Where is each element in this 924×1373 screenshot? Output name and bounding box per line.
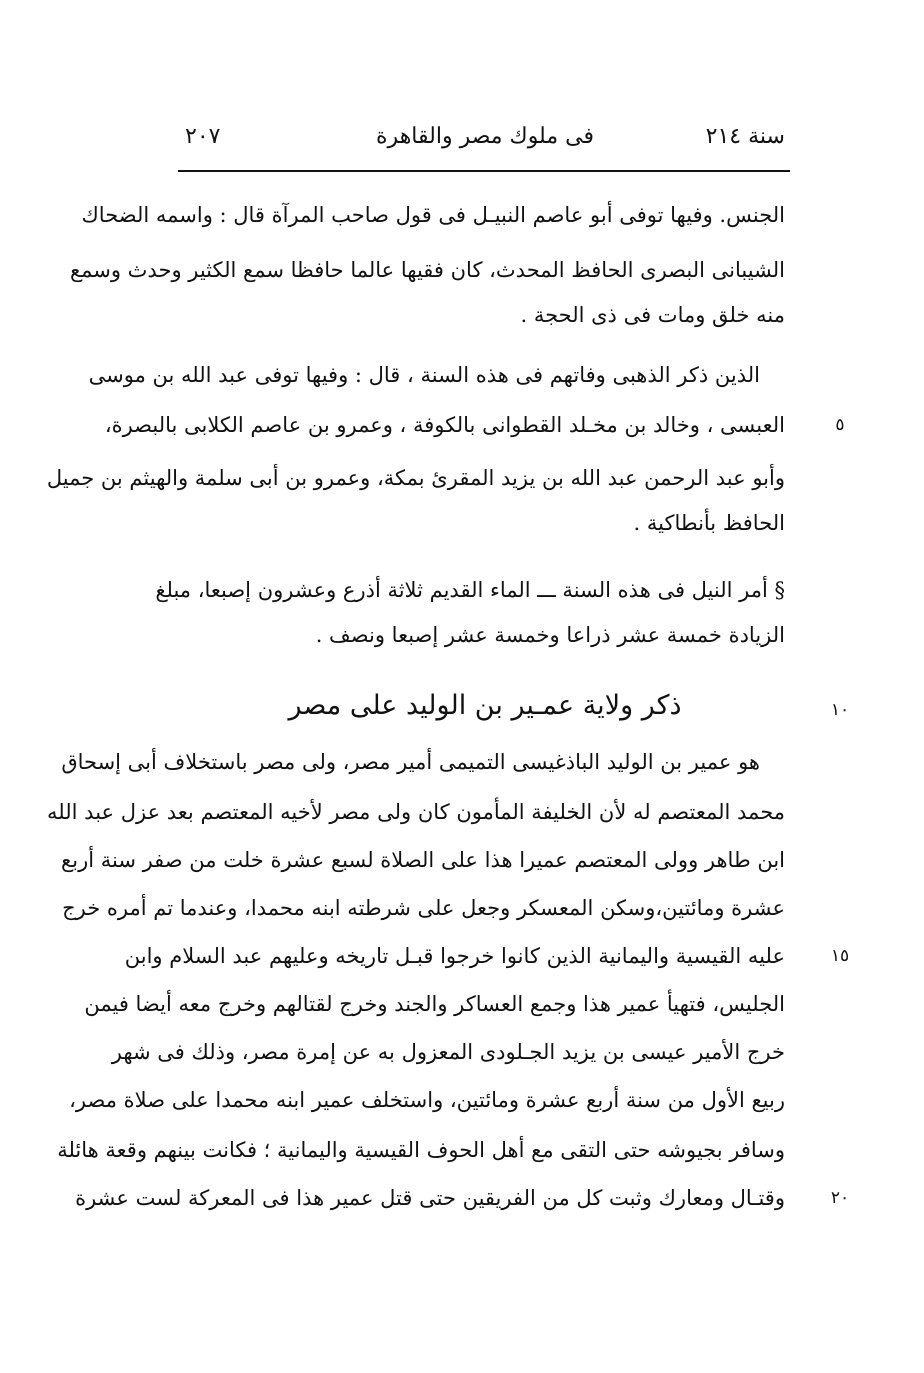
text-line: العبسى ، وخالد بن مخـلد القطوانى بالكوفة ، وعمرو بن عاصم الكلابى بالبصرة،: [104, 413, 785, 437]
margin-line-number: ٢٠: [830, 1188, 850, 1208]
text-line: وسافر بجيوشه حتى التقى مع أهل الحوف القيسية واليمانية ؛ فكانت بينهم وقعة هائلة: [57, 1138, 785, 1162]
text-line: هو عمير بن الوليد الباذغيسى التميمى أمير مصر، ولى مصر باستخلاف أبى إسحاق: [61, 750, 760, 774]
text-line: عشرة ومائتين،وسكن المعسكر وجعل على شرطته ابنه محمدا، وعندما تم أمره خرج: [62, 896, 785, 920]
margin-line-number: ١٠: [830, 700, 850, 720]
text-line: وأبو عبد الرحمن عبد الله بن يزيد المقرئ بمكة، وعمرو بن أبى سلمة والهيثم بن جميل: [46, 466, 785, 490]
text-line: خرج الأمير عيسى بن يزيد الجـلودى المعزول به عن إمرة مصر، وذلك فى شهر: [111, 1040, 785, 1064]
text-line: محمد المعتصم له لأن الخليفة المأمون كان ولى مصر لأخيه المعتصم بعد عزل عبد الله: [47, 800, 785, 824]
margin-line-number: ٥: [835, 415, 845, 435]
text-line: الحافظ بأنطاكية .: [633, 511, 785, 535]
text-line: عليه القيسية واليمانية الذين كانوا خرجوا قبـل تاريخه وعليهم عبد السلام وابن: [124, 944, 785, 968]
text-line: وقتـال ومعارك وثبت كل من الفريقين حتى قتل عمير هذا فى المعركة لست عشرة: [75, 1186, 785, 1210]
text-line: ابن طاهر وولى المعتصم عميرا هذا على الصلاة لسبع عشرة خلت من صفر سنة أربع: [61, 848, 785, 872]
margin-line-number: ١٥: [830, 946, 850, 966]
section-heading: ذكر ولاية عمـير بن الوليد على مصر: [288, 690, 682, 721]
header-rule: [178, 170, 790, 172]
text-line: منه خلق ومات فى ذى الحجة .: [520, 303, 785, 327]
text-line: الشيبانى البصرى الحافظ المحدث، كان فقيها عالما حافظا سمع الكثير وحدث وسمع: [69, 258, 785, 282]
page-number: ٢٠٧: [185, 124, 221, 149]
running-header: [185, 118, 785, 160]
text-line: الزيادة خمسة عشر ذراعا وخمسة عشر إصبعا ونصف .: [315, 623, 785, 647]
text-line: الذين ذكر الذهبى وفاتهم فى هذه السنة ، قال : وفيها توفى عبد الله بن موسى: [88, 363, 760, 387]
text-line: الجليس، فتهيأ عمير هذا وجمع العساكر والجند وخرج لقتالهم وخرج معه أيضا فيمن: [84, 992, 785, 1016]
header-year: سنة ٢١٤: [705, 124, 785, 149]
text-line: § أمر النيل فى هذه السنة ـــ الماء القديم ثلاثة أذرع وعشرون إصبعا، مبلغ: [155, 578, 785, 602]
header-title: فى ملوك مصر والقاهرة: [376, 124, 594, 149]
text-line: الجنس. وفيها توفى أبو عاصم النبيـل فى قول صاحب المرآة قال : واسمه الضحاك: [81, 203, 785, 227]
text-line: ربيع الأول من سنة أربع عشرة ومائتين، واستخلف عمير ابنه محمدا على صلاة مصر،: [69, 1088, 785, 1112]
